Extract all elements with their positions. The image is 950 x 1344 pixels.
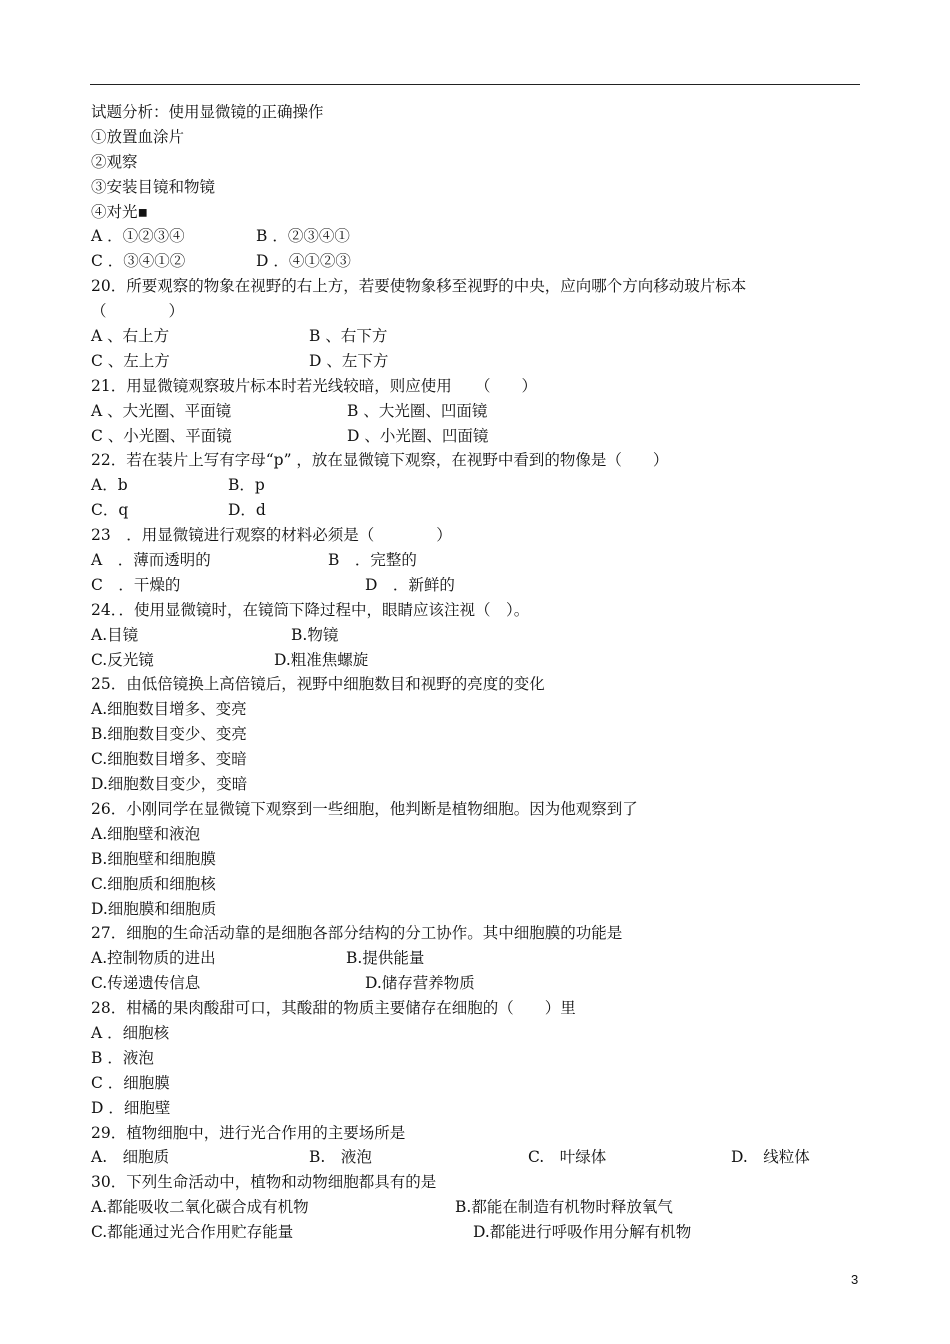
text-line (91, 548, 861, 573)
text-line (91, 847, 861, 872)
line-segment: B 、大光圈、凹面镜 (347, 401, 488, 420)
text-line (91, 996, 861, 1021)
line-segment: C.细胞质和细胞核 (91, 874, 216, 893)
line-segment: D 、左下方 (309, 351, 389, 370)
text-line (91, 299, 861, 324)
line-segment: A.控制物质的进出 (91, 949, 216, 968)
line-segment: 30．下列生命活动中，植物和动物细胞都具有的是 (91, 1173, 437, 1192)
line-segment: A．b (91, 476, 128, 495)
line-segment: A.细胞数目增多、变亮 (91, 700, 247, 719)
line-segment: C.反光镜 (91, 650, 154, 669)
text-line (91, 424, 861, 449)
text-line (91, 623, 861, 648)
text-line (91, 648, 861, 673)
line-segment: B 、右下方 (309, 327, 388, 346)
line-segment: C.细胞数目增多、变暗 (91, 750, 247, 769)
header-rule (90, 84, 860, 85)
text-line (91, 100, 861, 125)
text-line (91, 573, 861, 598)
line-segment: A.都能吸收二氧化碳合成有机物 (91, 1198, 309, 1217)
line-segment: A 、大光圈、平面镜 (91, 401, 232, 420)
line-segment: C. 叶绿体 (528, 1148, 607, 1167)
line-segment: ①放置血涂片 (91, 127, 185, 146)
text-line (91, 921, 861, 946)
line-segment: ③安装目镜和物镜 (91, 177, 216, 196)
text-line (91, 1220, 861, 1245)
text-line (91, 150, 861, 175)
line-segment: B.细胞壁和细胞膜 (91, 849, 216, 868)
text-line (91, 200, 861, 225)
line-segment: B ．②③④① (256, 227, 350, 246)
line-segment: C ．③④①② (91, 252, 186, 271)
text-line (91, 822, 861, 847)
line-segment: A ．①②③④ (91, 227, 185, 246)
line-segment: 27．细胞的生命活动靠的是细胞各部分结构的分工协作。其中细胞膜的功能是 (91, 924, 623, 943)
text-line (91, 274, 861, 299)
line-segment: D ．细胞壁 (91, 1098, 171, 1117)
line-segment: B．p (228, 476, 265, 495)
line-segment: D. 线粒体 (731, 1148, 810, 1167)
text-line (91, 224, 861, 249)
text-line (91, 722, 861, 747)
text-line (91, 1021, 861, 1046)
text-line (91, 772, 861, 797)
text-line (91, 971, 861, 996)
line-segment: 25．由低倍镜换上高倍镜后，视野中细胞数目和视野的亮度的变化 (91, 675, 545, 694)
line-segment: B.提供能量 (346, 949, 425, 968)
line-segment: B. 液泡 (309, 1148, 372, 1167)
text-line (91, 448, 861, 473)
line-segment: D 、小光圈、凹面镜 (347, 426, 489, 445)
line-segment: C.都能通过光合作用贮存能量 (91, 1223, 294, 1242)
line-segment: D.粗准焦螺旋 (274, 650, 369, 669)
text-line (91, 1195, 861, 1220)
line-segment: B.细胞数目变少、变亮 (91, 725, 247, 744)
line-segment: A ．薄而透明的 (91, 551, 211, 570)
line-segment: C．q (91, 501, 129, 520)
line-segment: A ．细胞核 (91, 1023, 170, 1042)
line-segment: 试题分析：使用显微镜的正确操作 (91, 103, 324, 121)
text-line (91, 747, 861, 772)
text-line (91, 498, 861, 523)
line-segment: 26．小刚同学在显微镜下观察到一些细胞，他判断是植物细胞。因为他观察到了 (91, 799, 638, 818)
line-segment: C ．干燥的 (91, 575, 181, 594)
text-line (91, 1071, 861, 1096)
line-segment: D.细胞膜和细胞质 (91, 899, 217, 918)
line-segment: A.目镜 (91, 625, 139, 644)
page-number: 3 (851, 1272, 859, 1287)
line-segment: （ ） (91, 302, 185, 321)
text-line (91, 1121, 861, 1146)
line-segment: D ．新鲜的 (365, 575, 455, 594)
text-line (91, 249, 861, 274)
text-line (91, 897, 861, 922)
line-segment: ②观察 (91, 152, 138, 171)
line-segment: 22．若在装片上写有字母“p” ，放在显微镜下观察，在视野中看到的物像是（ ） (91, 451, 669, 470)
line-segment: D.细胞数目变少，变暗 (91, 775, 248, 794)
line-segment: D．d (228, 501, 266, 520)
line-segment: A. 细胞质 (91, 1148, 170, 1167)
text-line (91, 946, 861, 971)
text-line (91, 1145, 861, 1170)
line-segment: A 、右上方 (91, 327, 170, 346)
line-segment: C 、小光圈、平面镜 (91, 426, 232, 445)
line-segment: 20．所要观察的物象在视野的右上方，若要使物象移至视野的中央，应向哪个方向移动玻片标本 (91, 277, 747, 296)
line-segment: 29．植物细胞中，进行光合作用的主要场所是 (91, 1123, 406, 1142)
text-line (91, 523, 861, 548)
line-segment: B ．液泡 (91, 1048, 154, 1067)
line-segment: 24．．使用显微镜时，在镜筒下降过程中，眼睛应该注视（ ）。 (91, 600, 530, 619)
line-segment: 28．柑橘的果肉酸甜可口，其酸甜的物质主要储存在细胞的（ ）里 (91, 999, 576, 1018)
text-line (91, 374, 861, 399)
line-segment: B ．完整的 (328, 551, 417, 570)
line-segment: C 、左上方 (91, 351, 170, 370)
line-segment: A.细胞壁和液泡 (91, 824, 201, 843)
line-segment: 23 ．用显微镜进行观察的材料必须是（ ） (91, 526, 452, 545)
text-line (91, 399, 861, 424)
line-segment: D.都能进行呼吸作用分解有机物 (473, 1223, 692, 1242)
text-line (91, 872, 861, 897)
line-segment: D.储存营养物质 (365, 974, 475, 993)
text-line (91, 175, 861, 200)
text-line (91, 473, 861, 498)
text-line (91, 1096, 861, 1121)
text-line (91, 598, 861, 623)
text-line (91, 797, 861, 822)
text-line (91, 672, 861, 697)
text-line (91, 125, 861, 150)
line-segment: C ．细胞膜 (91, 1073, 170, 1092)
line-segment: ④对光▪ (91, 202, 149, 221)
document-body (91, 100, 861, 1245)
line-segment: C.传递遗传信息 (91, 974, 201, 993)
text-line (91, 1170, 861, 1195)
line-segment: 21．用显微镜观察玻片标本时若光线较暗，则应使用 （ ） (91, 376, 537, 395)
line-segment: D ．④①②③ (256, 252, 351, 271)
text-line (91, 324, 861, 349)
line-segment: B.物镜 (291, 625, 339, 644)
text-line (91, 697, 861, 722)
line-segment: B.都能在制造有机物时释放氧气 (455, 1198, 673, 1217)
text-line (91, 1046, 861, 1071)
text-line (91, 349, 861, 374)
